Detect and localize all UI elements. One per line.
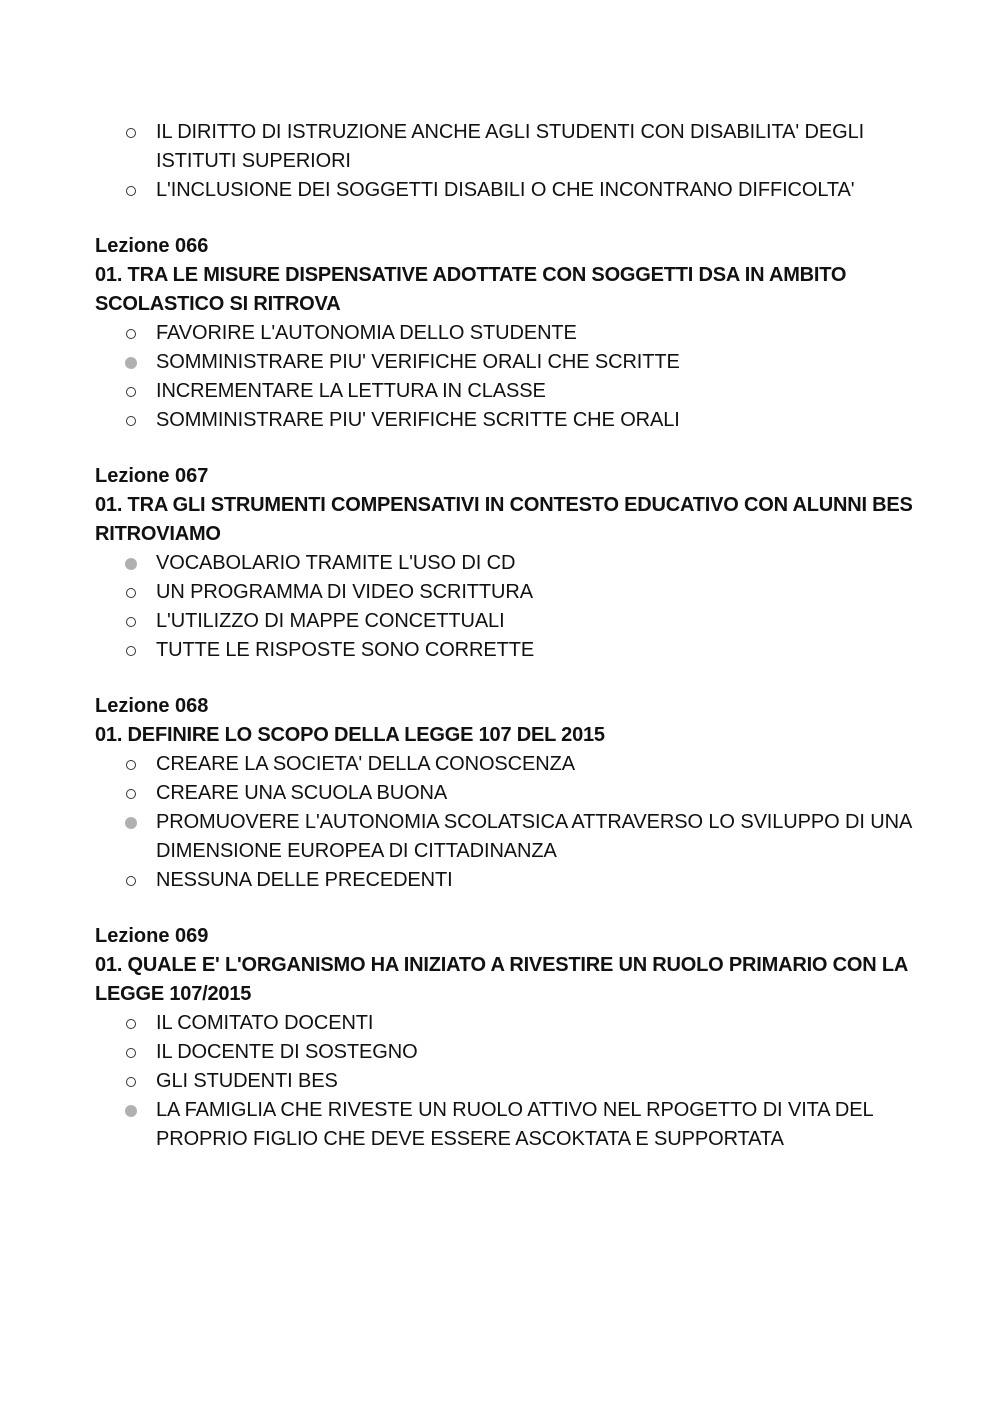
option-text: VOCABOLARIO TRAMITE L'USO DI CD [156,552,516,574]
option-text: TUTTE LE RISPOSTE SONO CORRETTE [156,639,535,661]
option-text: IL DIRITTO DI ISTRUZIONE ANCHE AGLI STUDENTI CON DISABILITA' DEGLI ISTITUTI SUPERIORI [156,121,865,172]
hollow-circle-icon [126,1077,136,1087]
option-text: PROMUOVERE L'AUTONOMIA SCOLATSICA ATTRAVERSO LO SVILUPPO DI UNA DIMENSIONE EUROPEA DI CITTADINANZA [156,811,912,862]
option-text: NESSUNA DELLE PRECEDENTI [156,869,453,891]
option-item [95,607,935,636]
option-text: CREARE LA SOCIETA' DELLA CONOSCENZA [156,753,575,775]
lesson-title: Lezione 068 [95,695,209,717]
hollow-circle-icon [126,617,136,627]
option-item [95,578,935,607]
option-text: L'UTILIZZO DI MAPPE CONCETTUALI [156,610,505,632]
hollow-circle-icon [126,760,136,770]
hollow-circle-icon [126,789,136,799]
option-text: SOMMINISTRARE PIU' VERIFICHE SCRITTE CHE ORALI [156,409,680,431]
option-text: SOMMINISTRARE PIU' VERIFICHE ORALI CHE SCRITTE [156,351,680,373]
option-item [95,1038,935,1067]
hollow-circle-icon [126,646,136,656]
option-item [95,1009,935,1038]
option-item [95,406,935,435]
option-item [95,1096,935,1154]
lesson-section-067 [95,462,935,665]
hollow-circle-icon [126,329,136,339]
option-text: CREARE UNA SCUOLA BUONA [156,782,448,804]
selected-answer-dot-icon [125,1105,137,1117]
options-list [95,319,935,435]
lesson-title: Lezione 066 [95,235,209,257]
option-text: LA FAMIGLIA CHE RIVESTE UN RUOLO ATTIVO NEL RPOGETTO DI VITA DEL PROPRIO FIGLIO CHE DEVE ESSERE ASCOKTATA E SUPPORTATA [156,1099,873,1150]
hollow-circle-icon [126,1048,136,1058]
option-item [95,549,935,578]
intro-options-list [95,118,935,205]
option-item [95,636,935,665]
question-text: 01. DEFINIRE LO SCOPO DELLA LEGGE 107 DEL 2015 [95,724,605,746]
option-item [95,750,935,779]
option-item [95,866,935,895]
option-text: FAVORIRE L'AUTONOMIA DELLO STUDENTE [156,322,577,344]
option-item [95,176,935,205]
lesson-section-068 [95,692,935,895]
lesson-section-069 [95,922,935,1154]
hollow-circle-icon [126,186,136,196]
options-list [95,750,935,895]
question-text: 01. TRA GLI STRUMENTI COMPENSATIVI IN CONTESTO EDUCATIVO CON ALUNNI BES RITROVIAMO [95,494,913,545]
lesson-title: Lezione 067 [95,465,209,487]
option-text: IL DOCENTE DI SOSTEGNO [156,1041,418,1063]
option-text: GLI STUDENTI BES [156,1070,338,1092]
hollow-circle-icon [126,876,136,886]
lesson-section-066 [95,232,935,435]
selected-answer-dot-icon [125,817,137,829]
option-item [95,377,935,406]
option-text: UN PROGRAMMA DI VIDEO SCRITTURA [156,581,533,603]
option-item [95,348,935,377]
option-text: INCREMENTARE LA LETTURA IN CLASSE [156,380,546,402]
option-text: IL COMITATO DOCENTI [156,1012,374,1034]
intro-section [95,118,935,205]
option-text: L'INCLUSIONE DEI SOGGETTI DISABILI O CHE INCONTRANO DIFFICOLTA' [156,179,855,201]
option-item [95,808,935,866]
hollow-circle-icon [126,588,136,598]
question-text: 01. QUALE E' L'ORGANISMO HA INIZIATO A RIVESTIRE UN RUOLO PRIMARIO CON LA LEGGE 107/2015 [95,954,908,1005]
option-item [95,118,935,176]
hollow-circle-icon [126,128,136,138]
lesson-title: Lezione 069 [95,925,209,947]
selected-answer-dot-icon [125,357,137,369]
options-list [95,1009,935,1154]
options-list [95,549,935,665]
hollow-circle-icon [126,387,136,397]
option-item [95,319,935,348]
option-item [95,1067,935,1096]
document-content [95,118,935,1181]
hollow-circle-icon [126,416,136,426]
selected-answer-dot-icon [125,558,137,570]
hollow-circle-icon [126,1019,136,1029]
question-text: 01. TRA LE MISURE DISPENSATIVE ADOTTATE CON SOGGETTI DSA IN AMBITO SCOLASTICO SI RITROVA [95,264,847,315]
option-item [95,779,935,808]
